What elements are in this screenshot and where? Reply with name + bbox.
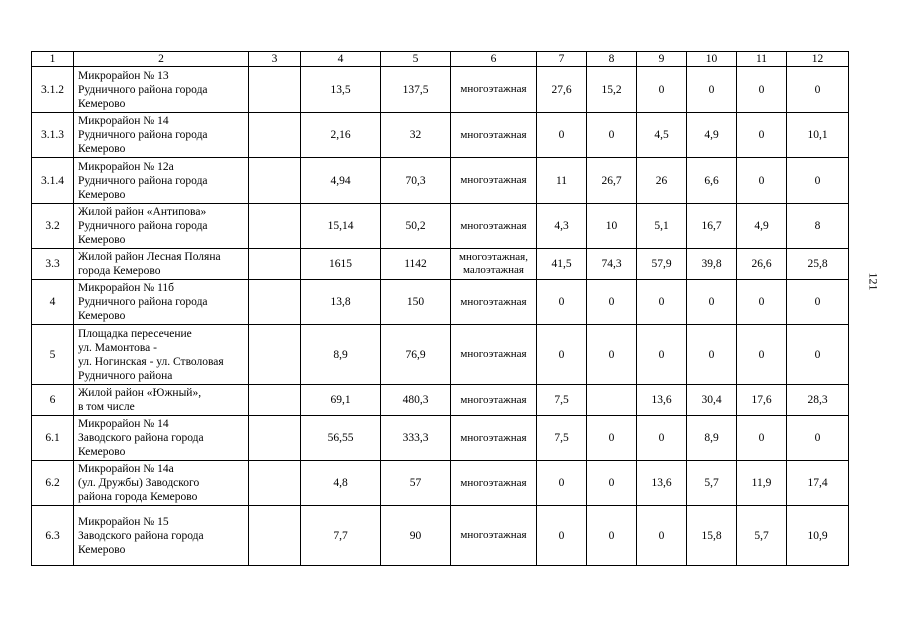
table-cell-col8: 10 [587,204,637,249]
table-cell-col1: 4 [32,280,74,325]
table-cell-col3 [249,280,301,325]
table-cell-col2: Микрорайон № 14 Рудничного района города Кемерово [74,113,249,158]
table-cell-col8: 15,2 [587,67,637,113]
table-cell-col3 [249,385,301,416]
table-cell-col7: 4,3 [537,204,587,249]
table-cell-col8: 0 [587,506,637,566]
table-cell-col8: 74,3 [587,249,637,280]
table-cell-col12: 0 [787,416,849,461]
table-cell-col9: 0 [637,280,687,325]
table-row [32,113,849,158]
table-cell-col12: 25,8 [787,249,849,280]
table-cell-col1: 6 [32,385,74,416]
table-cell-col5: 1142 [381,249,451,280]
table-row [32,385,849,416]
table-cell-col4: 69,1 [301,385,381,416]
table-cell-col4: 2,16 [301,113,381,158]
table-cell-col4: 7,7 [301,506,381,566]
table-cell-col7: 0 [537,325,587,385]
table-cell-col11: 11,9 [737,461,787,506]
table-cell-col6: многоэтажная [451,280,537,325]
table-cell-col4: 4,8 [301,461,381,506]
table-cell-col10: 0 [687,67,737,113]
table-cell-col1: 3.2 [32,204,74,249]
table-cell-col2: Площадка пересечение ул. Мамонтова - ул. Ногинская - ул. Стволовая Рудничного района [74,325,249,385]
table-cell-col7: 7,5 [537,416,587,461]
table-cell-col3 [249,113,301,158]
table-cell-col3 [249,158,301,204]
header-row [32,52,849,67]
table-cell-col8: 0 [587,113,637,158]
table-cell-col9: 13,6 [637,461,687,506]
table-row [32,416,849,461]
table-cell-col10: 15,8 [687,506,737,566]
table-row [32,280,849,325]
table-cell-col9: 13,6 [637,385,687,416]
table-cell-col1: 6.2 [32,461,74,506]
table-cell-col3 [249,249,301,280]
table-cell-col6: многоэтажная [451,204,537,249]
table-cell-col1: 6.3 [32,506,74,566]
table-cell-col8 [587,385,637,416]
table-cell-col12: 10,1 [787,113,849,158]
table-cell-col4: 15,14 [301,204,381,249]
table-cell-col12: 0 [787,158,849,204]
table-cell-col11: 5,7 [737,506,787,566]
table-cell-col9: 0 [637,67,687,113]
table-cell-col11: 0 [737,67,787,113]
table-cell-col4: 13,8 [301,280,381,325]
table-cell-col4: 4,94 [301,158,381,204]
table-cell-col1: 3.1.3 [32,113,74,158]
table-cell-col10: 30,4 [687,385,737,416]
table-cell-col11: 4,9 [737,204,787,249]
table-cell-col5: 57 [381,461,451,506]
table-row [32,204,849,249]
column-header: 4 [301,52,381,67]
table-cell-col4: 1615 [301,249,381,280]
table-cell-col8: 0 [587,461,637,506]
table-cell-col2: Микрорайон № 14а (ул. Дружбы) Заводского района города Кемерово [74,461,249,506]
table-cell-col3 [249,506,301,566]
table-cell-col5: 90 [381,506,451,566]
table-cell-col3 [249,204,301,249]
table-cell-col9: 0 [637,506,687,566]
table-cell-col8: 0 [587,416,637,461]
table-cell-col12: 10,9 [787,506,849,566]
data-table [31,51,849,566]
table-cell-col5: 32 [381,113,451,158]
table-cell-col2: Микрорайон № 11б Рудничного района города Кемерово [74,280,249,325]
table-cell-col5: 150 [381,280,451,325]
table-cell-col1: 6.1 [32,416,74,461]
column-header: 2 [74,52,249,67]
table-cell-col3 [249,325,301,385]
table-cell-col9: 57,9 [637,249,687,280]
table-cell-col12: 0 [787,67,849,113]
table-cell-col10: 6,6 [687,158,737,204]
table-cell-col2: Микрорайон № 12а Рудничного района города Кемерово [74,158,249,204]
table-cell-col6: многоэтажная [451,385,537,416]
table-cell-col12: 28,3 [787,385,849,416]
table-row [32,461,849,506]
column-header: 12 [787,52,849,67]
table-cell-col7: 0 [537,280,587,325]
table-cell-col5: 137,5 [381,67,451,113]
table-cell-col10: 39,8 [687,249,737,280]
table-cell-col10: 0 [687,325,737,385]
column-header: 3 [249,52,301,67]
column-header: 11 [737,52,787,67]
column-header: 10 [687,52,737,67]
table-cell-col7: 0 [537,113,587,158]
table-cell-col9: 26 [637,158,687,204]
table-cell-col7: 0 [537,506,587,566]
column-header: 7 [537,52,587,67]
table-cell-col8: 0 [587,325,637,385]
table-cell-col12: 8 [787,204,849,249]
table-row [32,158,849,204]
table-cell-col12: 17,4 [787,461,849,506]
table-cell-col9: 0 [637,416,687,461]
table-cell-col11: 17,6 [737,385,787,416]
column-header: 8 [587,52,637,67]
column-header: 6 [451,52,537,67]
table-cell-col7: 41,5 [537,249,587,280]
table-cell-col2: Жилой район «Антипова» Рудничного района города Кемерово [74,204,249,249]
table-cell-col1: 3.1.2 [32,67,74,113]
table-cell-col6: многоэтажная [451,461,537,506]
table-cell-col2: Микрорайон № 13 Рудничного района города Кемерово [74,67,249,113]
table-row [32,506,849,566]
table-cell-col10: 4,9 [687,113,737,158]
table-cell-col5: 50,2 [381,204,451,249]
table-cell-col2: Микрорайон № 15 Заводского района города Кемерово [74,506,249,566]
table-cell-col10: 0 [687,280,737,325]
table-cell-col2: Жилой район «Южный», в том числе [74,385,249,416]
table-cell-col6: многоэтажная [451,506,537,566]
column-header: 5 [381,52,451,67]
table-cell-col11: 26,6 [737,249,787,280]
table-cell-col1: 5 [32,325,74,385]
table-cell-col7: 0 [537,461,587,506]
page-number: 121 [866,272,881,291]
table-cell-col3 [249,416,301,461]
table-cell-col5: 333,3 [381,416,451,461]
table-cell-col4: 56,55 [301,416,381,461]
table-cell-col10: 16,7 [687,204,737,249]
table-cell-col1: 3.1.4 [32,158,74,204]
table-cell-col10: 8,9 [687,416,737,461]
table-cell-col9: 4,5 [637,113,687,158]
table-cell-col2: Микрорайон № 14 Заводского района города Кемерово [74,416,249,461]
table-row [32,67,849,113]
table-cell-col10: 5,7 [687,461,737,506]
table-cell-col6: многоэтажная [451,325,537,385]
table-cell-col3 [249,67,301,113]
table-cell-col4: 13,5 [301,67,381,113]
table-cell-col7: 27,6 [537,67,587,113]
table-cell-col2: Жилой район Лесная Поляна города Кемерово [74,249,249,280]
table-cell-col5: 480,3 [381,385,451,416]
table-cell-col8: 26,7 [587,158,637,204]
table-cell-col5: 76,9 [381,325,451,385]
table-cell-col7: 11 [537,158,587,204]
column-header: 1 [32,52,74,67]
table-cell-col6: многоэтажная [451,416,537,461]
table-cell-col5: 70,3 [381,158,451,204]
table-cell-col7: 7,5 [537,385,587,416]
table-cell-col11: 0 [737,158,787,204]
table-cell-col11: 0 [737,325,787,385]
table-cell-col12: 0 [787,280,849,325]
table-cell-col6: многоэтажная [451,158,537,204]
table-cell-col3 [249,461,301,506]
table-cell-col6: многоэтажная [451,67,537,113]
table-cell-col11: 0 [737,280,787,325]
table-cell-col12: 0 [787,325,849,385]
column-header: 9 [637,52,687,67]
table-cell-col1: 3.3 [32,249,74,280]
table-cell-col4: 8,9 [301,325,381,385]
table-row [32,325,849,385]
table-cell-col9: 0 [637,325,687,385]
table-cell-col6: многоэтажная, малоэтажная [451,249,537,280]
table-row [32,249,849,280]
table-cell-col11: 0 [737,416,787,461]
table-cell-col8: 0 [587,280,637,325]
table-cell-col11: 0 [737,113,787,158]
table-cell-col6: многоэтажная [451,113,537,158]
table-cell-col9: 5,1 [637,204,687,249]
